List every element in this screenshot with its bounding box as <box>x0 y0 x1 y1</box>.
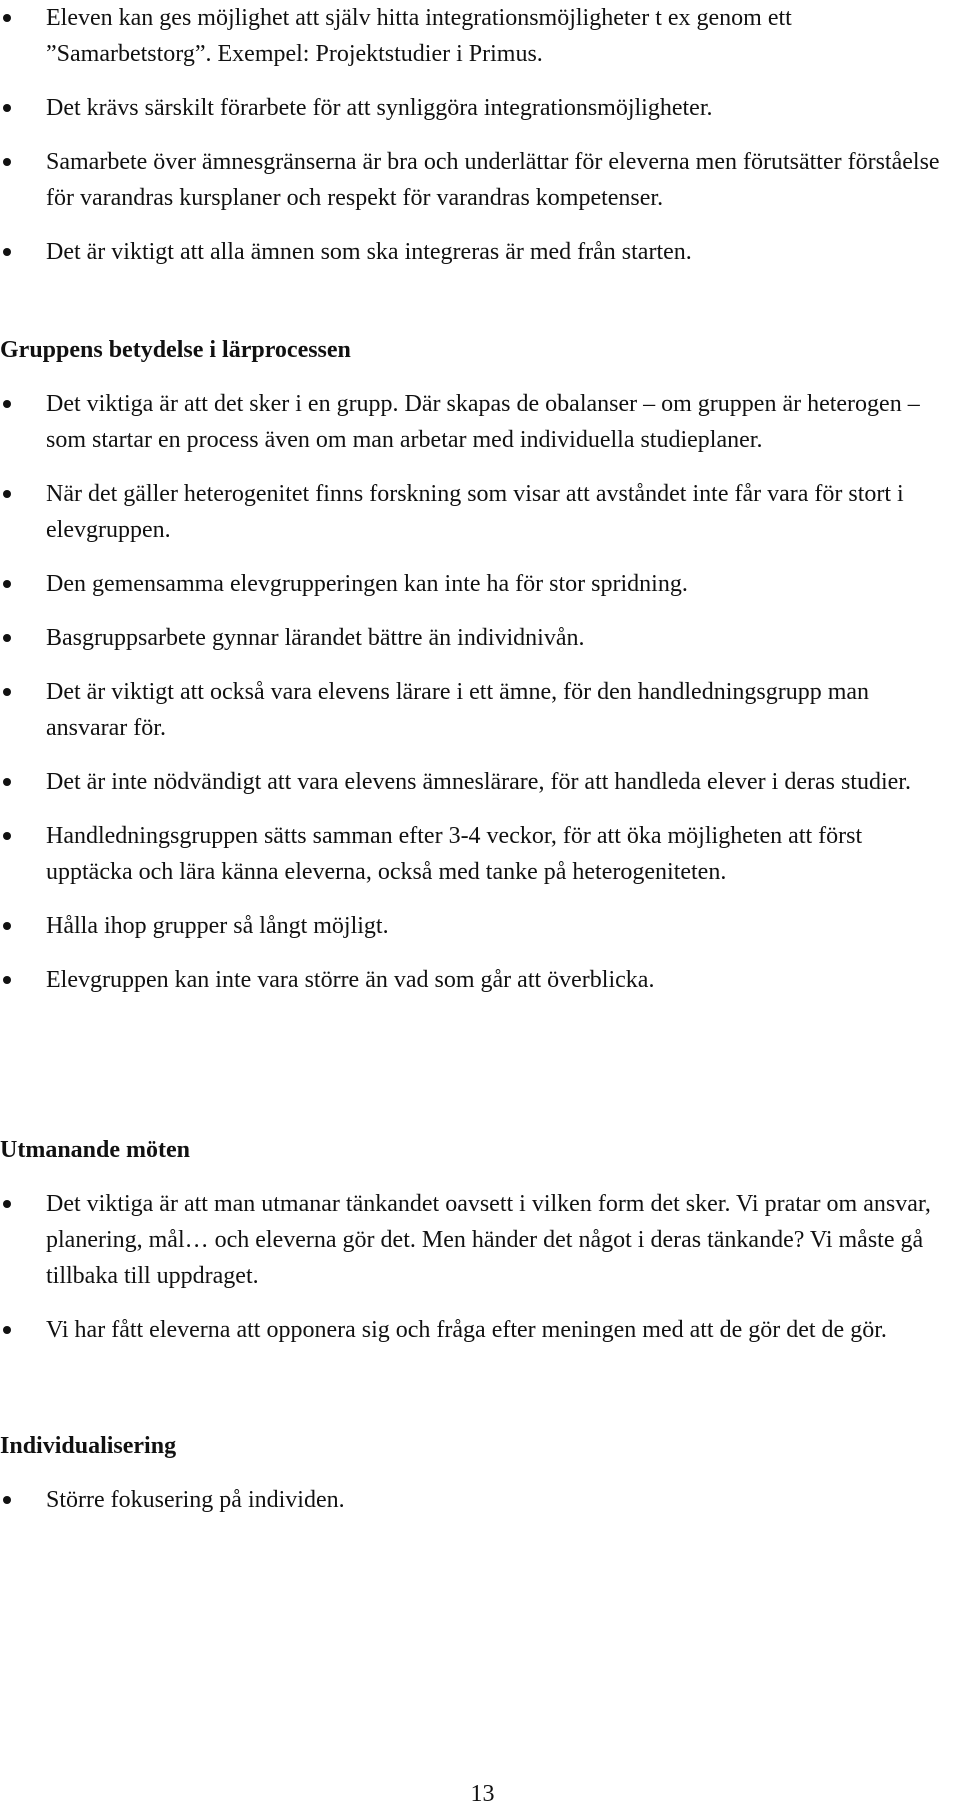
bullet-text: Det är viktigt att alla ämnen som ska integreras är med från starten. <box>46 239 692 265</box>
section-gruppens-betydelse <box>0 334 940 1016</box>
bullet-icon <box>3 688 11 696</box>
section-heading: Gruppens betydelse i lärprocessen <box>0 337 351 363</box>
bullet-icon <box>3 248 11 256</box>
list-item <box>0 620 940 656</box>
page-number: 13 <box>470 1781 495 1807</box>
bullet-icon <box>3 158 11 166</box>
list-item <box>0 90 940 126</box>
list-item <box>0 0 940 72</box>
bullet-list <box>0 0 940 270</box>
bullet-list <box>0 1482 940 1518</box>
list-item <box>0 764 940 800</box>
list-item <box>0 1312 940 1348</box>
section-heading: Individualisering <box>0 1433 177 1459</box>
section-heading: Utmanande möten <box>0 1137 190 1163</box>
bullet-list <box>0 1186 940 1348</box>
bullet-icon <box>3 580 11 588</box>
section-individualisering <box>0 1430 940 1536</box>
bullet-icon <box>3 832 11 840</box>
list-item <box>0 818 940 890</box>
list-item <box>0 234 940 270</box>
bullet-icon <box>3 400 11 408</box>
bullet-icon <box>3 104 11 112</box>
list-item <box>0 1482 940 1518</box>
list-item <box>0 962 940 998</box>
bullet-text: Det är inte nödvändigt att vara elevens ämneslärare, för att handleda elever i deras studier. <box>46 769 911 795</box>
bullet-text: Det krävs särskilt förarbete för att synliggöra integrationsmöjligheter. <box>46 95 713 121</box>
bullet-icon <box>3 1326 11 1334</box>
bullet-text: Elevgruppen kan inte vara större än vad som går att överblicka. <box>46 967 655 993</box>
bullet-text: Handledningsgruppen sätts samman efter 3-4 veckor, för att öka möjligheten att först upptäcka och lära känna eleverna, också med tanke på heterogeniteten. <box>46 823 863 885</box>
bullet-text: När det gäller heterogenitet finns forskning som visar att avståndet inte får vara för stort i elevgruppen. <box>46 481 904 543</box>
list-item <box>0 386 940 458</box>
bullet-text: Den gemensamma elevgrupperingen kan inte ha för stor spridning. <box>46 571 688 597</box>
bullet-text: Det är viktigt att också vara elevens lärare i ett ämne, för den handledningsgrupp man ansvarar för. <box>46 679 870 741</box>
bullet-text: Samarbete över ämnesgränserna är bra och underlättar för eleverna men förutsätter förståelse för varandras kursplaner och respekt för varandras kompetenser. <box>46 149 940 211</box>
list-item <box>0 1186 940 1294</box>
bullet-icon <box>3 1496 11 1504</box>
list-item <box>0 476 940 548</box>
section-utmanande-moten <box>0 1134 940 1366</box>
list-item <box>0 674 940 746</box>
bullet-text: Det viktiga är att man utmanar tänkandet oavsett i vilken form det sker. Vi pratar om ansvar, planering, mål… och eleverna gör det. Men händer det något i deras tänkande? Vi måste gå tillbaka till uppdraget. <box>46 1191 931 1289</box>
bullet-icon <box>3 778 11 786</box>
bullet-icon <box>3 922 11 930</box>
bullet-text: Eleven kan ges möjlighet att själv hitta integrationsmöjligheter t ex genom ett ”Samarbetstorg”. Exempel: Projektstudier i Primus. <box>46 5 792 67</box>
bullet-text: Det viktiga är att det sker i en grupp. Där skapas de obalanser – om gruppen är heterogen – som startar en process även om man arbetar med individuella studieplaner. <box>46 391 920 453</box>
bullet-icon <box>3 490 11 498</box>
bullet-text: Vi har fått eleverna att opponera sig och fråga efter meningen med att de gör det de gör. <box>46 1317 887 1343</box>
list-item <box>0 144 940 216</box>
bullet-icon <box>3 14 11 22</box>
bullet-text: Hålla ihop grupper så långt möjligt. <box>46 913 389 939</box>
list-item <box>0 908 940 944</box>
bullet-icon <box>3 634 11 642</box>
bullet-icon <box>3 1200 11 1208</box>
bullet-list <box>0 386 940 998</box>
bullet-text: Större fokusering på individen. <box>46 1487 345 1513</box>
bullet-text: Basgruppsarbete gynnar lärandet bättre än individnivån. <box>46 625 585 651</box>
list-item <box>0 566 940 602</box>
bullet-icon <box>3 976 11 984</box>
section-intro <box>0 0 940 288</box>
